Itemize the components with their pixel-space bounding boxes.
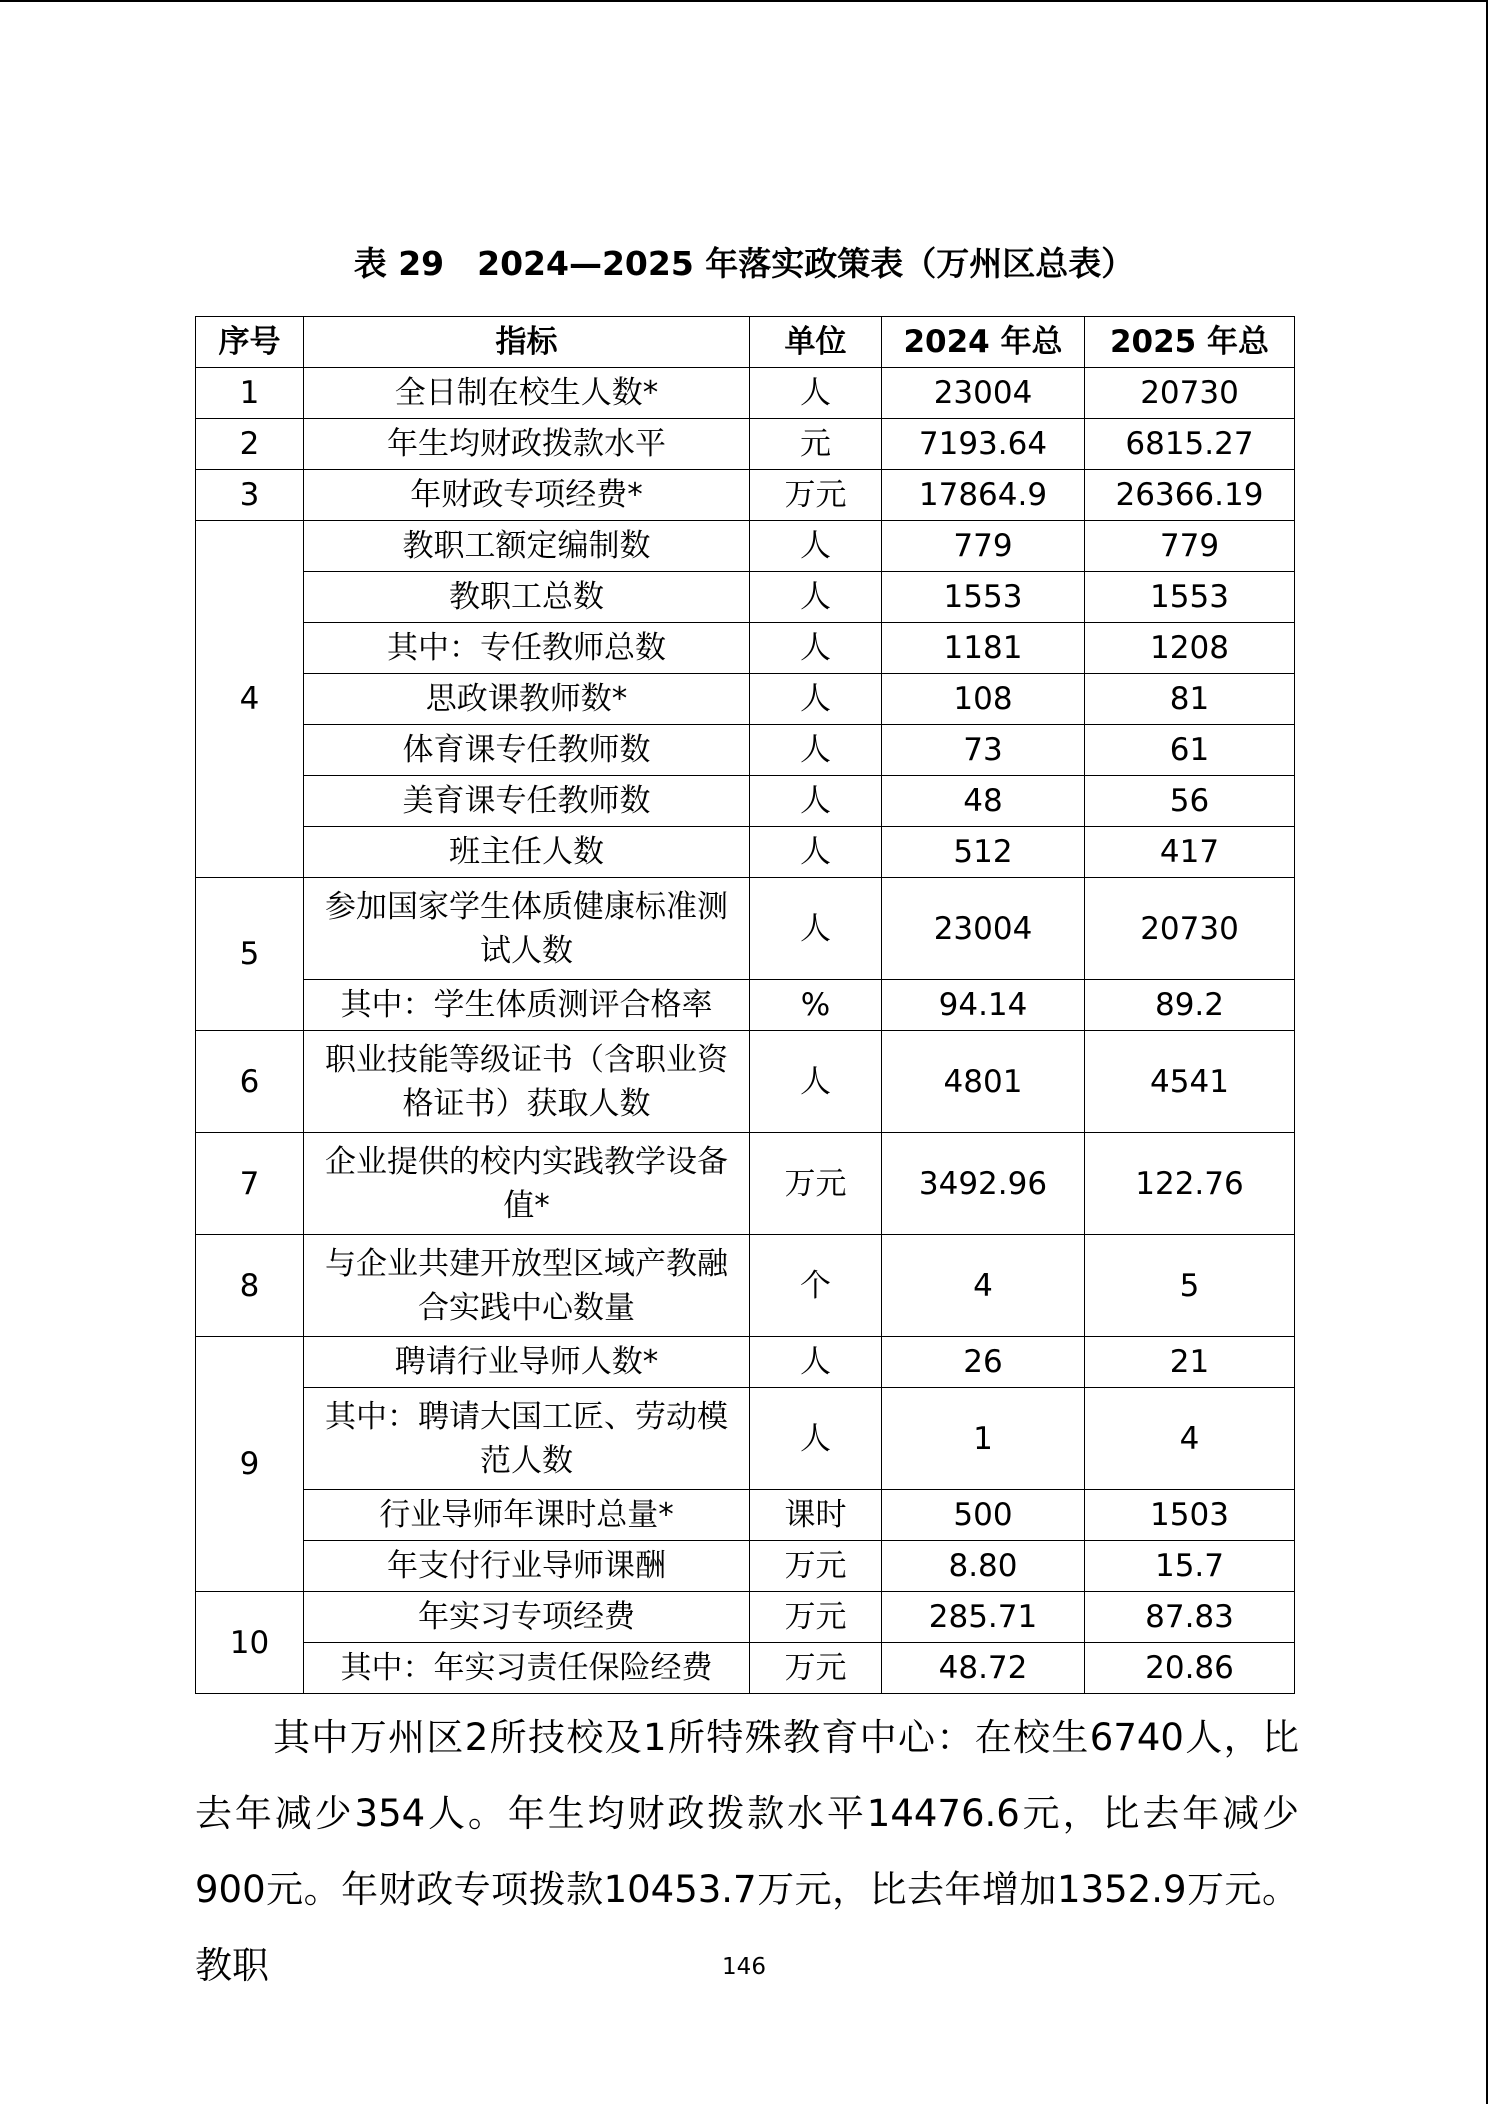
cell-unit: 人 <box>750 521 882 572</box>
cell-seq: 6 <box>196 1031 304 1133</box>
cell-2025: 20.86 <box>1085 1643 1295 1694</box>
table-row <box>196 1490 1295 1541</box>
cell-unit: 人 <box>750 1388 882 1490</box>
cell-2024: 285.71 <box>882 1592 1085 1643</box>
cell-seq: 4 <box>196 521 304 878</box>
cell-unit: 万元 <box>750 1541 882 1592</box>
table-row <box>196 878 1295 980</box>
table-row <box>196 1643 1295 1694</box>
table-row <box>196 725 1295 776</box>
table-row <box>196 1235 1295 1337</box>
cell-2025: 81 <box>1085 674 1295 725</box>
cell-unit: 人 <box>750 878 882 980</box>
cell-2024: 23004 <box>882 878 1085 980</box>
cell-2025: 122.76 <box>1085 1133 1295 1235</box>
cell-2025: 56 <box>1085 776 1295 827</box>
page-number: 146 <box>722 1954 766 1980</box>
cell-seq: 10 <box>196 1592 304 1694</box>
cell-2024: 4801 <box>882 1031 1085 1133</box>
cell-indicator: 思政课教师数* <box>304 674 750 725</box>
cell-2024: 3492.96 <box>882 1133 1085 1235</box>
header-seq: 序号 <box>196 317 304 368</box>
cell-unit: 人 <box>750 1337 882 1388</box>
cell-unit: 人 <box>750 725 882 776</box>
table-row <box>196 572 1295 623</box>
header-2024: 2024 年总 <box>882 317 1085 368</box>
table-row <box>196 623 1295 674</box>
header-2025: 2025 年总 <box>1085 317 1295 368</box>
table-row <box>196 980 1295 1031</box>
cell-indicator: 其中：学生体质测评合格率 <box>304 980 750 1031</box>
cell-indicator: 全日制在校生人数* <box>304 368 750 419</box>
cell-unit: 万元 <box>750 1592 882 1643</box>
cell-indicator: 聘请行业导师人数* <box>304 1337 750 1388</box>
cell-2024: 7193.64 <box>882 419 1085 470</box>
cell-seq: 5 <box>196 878 304 1031</box>
cell-2025: 21 <box>1085 1337 1295 1388</box>
cell-2025: 6815.27 <box>1085 419 1295 470</box>
cell-seq: 1 <box>196 368 304 419</box>
table-row <box>196 1031 1295 1133</box>
cell-unit: 个 <box>750 1235 882 1337</box>
policy-table <box>195 316 1295 1694</box>
cell-indicator: 其中：年实习责任保险经费 <box>304 1643 750 1694</box>
table-row <box>196 1541 1295 1592</box>
cell-2025: 1553 <box>1085 572 1295 623</box>
cell-unit: 万元 <box>750 470 882 521</box>
cell-unit: 人 <box>750 674 882 725</box>
paragraph-text: 其中万州区2所技校及1所特殊教育中心：在校生6740人，比去年减少354人。年生均财政拨款水平14476.6元，比去年减少900元。年财政专项拨款10453.7万元，比去年增加1352.9万元。教职 <box>195 1716 1299 1987</box>
cell-indicator: 年支付行业导师课酬 <box>304 1541 750 1592</box>
cell-unit: 人 <box>750 623 882 674</box>
cell-seq: 7 <box>196 1133 304 1235</box>
table-row <box>196 521 1295 572</box>
cell-unit: 人 <box>750 776 882 827</box>
cell-unit: 人 <box>750 572 882 623</box>
cell-2025: 89.2 <box>1085 980 1295 1031</box>
cell-2024: 94.14 <box>882 980 1085 1031</box>
cell-indicator: 与企业共建开放型区域产教融合实践中心数量 <box>304 1235 750 1337</box>
table-header-row <box>196 317 1295 368</box>
cell-2024: 1181 <box>882 623 1085 674</box>
cell-seq: 8 <box>196 1235 304 1337</box>
cell-2024: 48.72 <box>882 1643 1085 1694</box>
cell-2024: 8.80 <box>882 1541 1085 1592</box>
cell-2025: 5 <box>1085 1235 1295 1337</box>
cell-indicator: 行业导师年课时总量* <box>304 1490 750 1541</box>
cell-unit: 万元 <box>750 1643 882 1694</box>
cell-unit: % <box>750 980 882 1031</box>
cell-indicator: 其中：聘请大国工匠、劳动模范人数 <box>304 1388 750 1490</box>
cell-2025: 20730 <box>1085 878 1295 980</box>
table-row <box>196 776 1295 827</box>
table-row <box>196 1133 1295 1235</box>
page-border-top <box>0 0 1488 2</box>
cell-2025: 61 <box>1085 725 1295 776</box>
table-row <box>196 1592 1295 1643</box>
cell-2024: 26 <box>882 1337 1085 1388</box>
cell-indicator: 年财政专项经费* <box>304 470 750 521</box>
cell-2024: 512 <box>882 827 1085 878</box>
cell-2025: 417 <box>1085 827 1295 878</box>
cell-2024: 1553 <box>882 572 1085 623</box>
cell-2024: 73 <box>882 725 1085 776</box>
cell-unit: 万元 <box>750 1133 882 1235</box>
cell-2025: 87.83 <box>1085 1592 1295 1643</box>
table-row <box>196 1388 1295 1490</box>
cell-indicator: 年实习专项经费 <box>304 1592 750 1643</box>
cell-seq: 9 <box>196 1337 304 1592</box>
cell-2024: 108 <box>882 674 1085 725</box>
cell-indicator: 职业技能等级证书（含职业资格证书）获取人数 <box>304 1031 750 1133</box>
cell-seq: 2 <box>196 419 304 470</box>
cell-unit: 课时 <box>750 1490 882 1541</box>
cell-2025: 20730 <box>1085 368 1295 419</box>
cell-unit: 人 <box>750 827 882 878</box>
cell-unit: 元 <box>750 419 882 470</box>
cell-indicator: 体育课专任教师数 <box>304 725 750 776</box>
cell-indicator: 其中：专任教师总数 <box>304 623 750 674</box>
cell-unit: 人 <box>750 368 882 419</box>
table-row <box>196 419 1295 470</box>
cell-2025: 4541 <box>1085 1031 1295 1133</box>
cell-2025: 15.7 <box>1085 1541 1295 1592</box>
table-title: 表 29 2024—2025 年落实政策表（万州区总表） <box>353 244 1135 283</box>
header-indicator: 指标 <box>304 317 750 368</box>
table-row <box>196 674 1295 725</box>
cell-2024: 23004 <box>882 368 1085 419</box>
cell-2025: 1208 <box>1085 623 1295 674</box>
cell-2024: 1 <box>882 1388 1085 1490</box>
cell-2024: 48 <box>882 776 1085 827</box>
cell-indicator: 教职工总数 <box>304 572 750 623</box>
cell-2025: 4 <box>1085 1388 1295 1490</box>
cell-indicator: 企业提供的校内实践教学设备值* <box>304 1133 750 1235</box>
table-row <box>196 827 1295 878</box>
cell-2025: 1503 <box>1085 1490 1295 1541</box>
cell-indicator: 年生均财政拨款水平 <box>304 419 750 470</box>
cell-2024: 17864.9 <box>882 470 1085 521</box>
table-row <box>196 368 1295 419</box>
cell-2024: 779 <box>882 521 1085 572</box>
cell-indicator: 教职工额定编制数 <box>304 521 750 572</box>
table-row <box>196 470 1295 521</box>
cell-indicator: 班主任人数 <box>304 827 750 878</box>
cell-seq: 3 <box>196 470 304 521</box>
cell-unit: 人 <box>750 1031 882 1133</box>
table-row <box>196 1337 1295 1388</box>
cell-indicator: 参加国家学生体质健康标准测试人数 <box>304 878 750 980</box>
header-unit: 单位 <box>750 317 882 368</box>
cell-2025: 779 <box>1085 521 1295 572</box>
cell-2024: 500 <box>882 1490 1085 1541</box>
cell-2025: 26366.19 <box>1085 470 1295 521</box>
cell-indicator: 美育课专任教师数 <box>304 776 750 827</box>
cell-2024: 4 <box>882 1235 1085 1337</box>
